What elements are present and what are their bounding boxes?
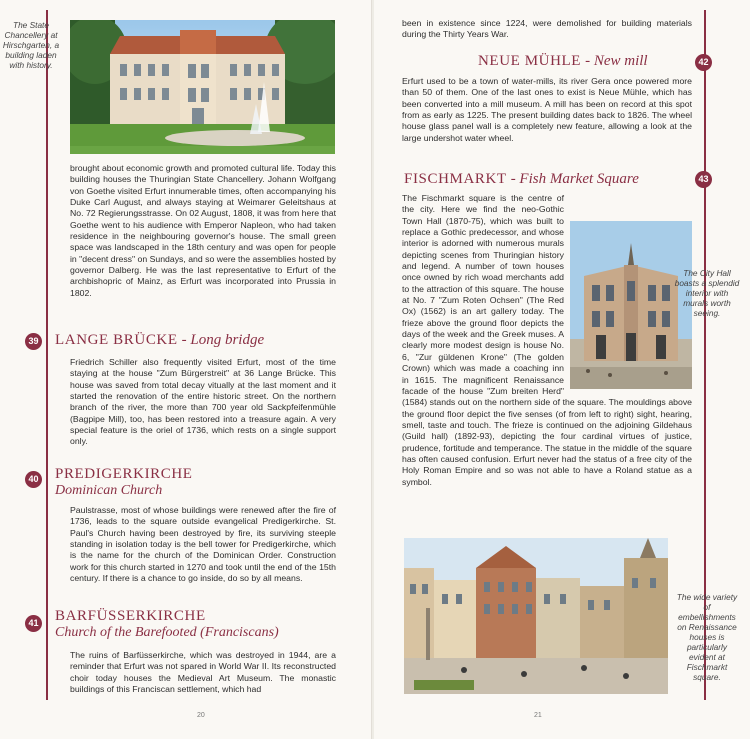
heading-fischmarkt [404, 170, 639, 188]
section-41-text: The ruins of Barfüsserkirche, which was destroyed in 1944, are a reminder that Erfurt was not spared in World War II. Its reconstructed choir today houses the Medieval Art Museum. The monastic buildings of this Franciscan settlement, which had [70, 650, 336, 695]
heading-lange-bruecke [55, 331, 264, 349]
section-43-text [402, 193, 692, 488]
heading-neue-muehle [478, 52, 648, 70]
heading-subtitle: Dominican Church [55, 483, 163, 498]
section-39-text: Friedrich Schiller also frequently visited Erfurt, most of the time staying at the house "Zum Bürgerstreit" at 36 Lange Brücke. This house was saved from total decay vitually at the last moment and it started the renovation of the entire historic street. On the northern branch of the river, the more than 700 year old Sackpfeifenmühle (Bagpipe Mill), too, has been restored into a treasure again. A very special feature is the oriel of 1736, which rests on a single support only. [70, 357, 336, 447]
page-number-left: 20 [197, 712, 205, 719]
badge-42: 42 [695, 54, 712, 71]
left-page [0, 0, 372, 739]
heading-barfuesserkirche [55, 607, 279, 641]
heading-title: NEUE MÜHLE [478, 53, 582, 69]
badge-40: 40 [25, 471, 42, 488]
badge-41: 41 [25, 615, 42, 632]
heading-title: LANGE BRÜCKE [55, 332, 178, 348]
fischmarkt-houses-photo [404, 538, 668, 694]
left-intro-text [70, 163, 336, 299]
heading-title: PREDIGERKIRCHE [55, 466, 193, 482]
section-43-paragraph: The Fischmarkt square is the centre of the city. Here we find the neo-Gothic Town Hall (1870-75), which was built to replace a Gothic predecessor, and whose interior is adorned with numerous murals depicting scenes from Thuringian history and legend. A number of town houses once owned by rich woad merchants add to the attraction of this square. The house at No. 7 "Zum Roten Ochsen" (The Red Ox) (1562) is an art gallery today. The frieze above the ground floor depicts the days of the week and the Greek muses. A clearly more modest design is house No. 6, "Zur güldenen Krone" (The golden Crown) which was made a coaching inn in 1615. The magnificent Renaissance facade of the house "Zum breiten Herd" (1584) stands out on the northern side of the square. The mouldings above the ground floor depict the five senses (of from left to right) sight, hearing, smell, taste and touch. The frieze is continued on the adjoining Gildehaus (Guild hall) (1892-93), depicting the four cardinal virtues of justice, prudence, fortitude and temperance. The statue in the middle of the square has often caused confusion. Erfurt never had the status of a free city of the Holy Roman Empire and so was not able to have a Roland statue as a symbol. [402, 193, 692, 487]
houses-caption: The wide variety of embellishments on Renaissance houses is particularly evident at Fischmarkt square. [676, 592, 738, 682]
heading-subtitle: - Fish Market Square [510, 171, 639, 187]
heading-predigerkirche [55, 465, 193, 499]
right-intro-text: been in existence since 1224, were demolished for building materials during the Thirty Years War. [402, 18, 692, 40]
badge-43: 43 [695, 171, 712, 188]
page-number-right: 21 [534, 712, 542, 719]
section-42-text: Erfurt used to be a town of water-mills, its river Gera once powered more than 50 of them. One of the last ones to exist is Neue Mühle, which has been converted into a mill museum. A mill has been on record at this spot from as early as 1225. The present building dates back to 1826. The wheel house glass panel wall is a completely new feature, allowing a look at the large undershot water wheel. [402, 76, 692, 143]
right-page [374, 0, 750, 739]
left-intro-paragraph: brought about economic growth and promoted cultural life. Today this building houses the Thuringian State Chancellery. Johann Wolfgang von Goethe visited Erfurt innumerable times, often accompanying his Duke Carl August, and always staying at Weimarer Geleitshaus at No. 72 Regierungsstrasse. On 02 August, 1808, it was from here that Goethe went to his audience with Emperor Napleon, who had taken residence in the neighbouring governor's house. The small green space was landscaped in the 18th century and was open for people in "decent dress" on Sundays, and so were the assemblies hosted by governor Dalberg. He was the last representative to Erfurt of the archbishopric of Mainz, as Erfurt was incorporated into Prussia in 1802. [70, 163, 336, 298]
heading-title: FISCHMARKT [404, 171, 507, 187]
heading-subtitle: - Long bridge [181, 332, 265, 348]
chancellery-caption: The State Chancellery at Hirschgarten, a building laden with history. [2, 20, 60, 70]
badge-39: 39 [25, 333, 42, 350]
cityhall-caption: The City Hall boasts a splendid interior with murals worth seeing. [674, 268, 740, 318]
state-chancellery-photo [70, 20, 335, 154]
heading-title: BARFÜSSERKIRCHE [55, 608, 206, 624]
heading-subtitle: - New mill [585, 53, 648, 69]
section-40-text: Paulstrasse, most of whose buildings were renewed after the fire of 1736, leads to the square outside evangelical Predigerkirche. St. Paul's Church having been destroyed by fire, its surviving steeple standing in isolation today is the bell tower for Predigerkirche, which is the name for the church of the Dominican Order. Construction work for this church started in 1270 and took until the end of the 15th century. If there is a chance to go inside, do so by all means. [70, 505, 336, 584]
heading-subtitle: Church of the Barefooted (Franciscans) [55, 625, 279, 640]
left-margin-rule [46, 10, 48, 700]
